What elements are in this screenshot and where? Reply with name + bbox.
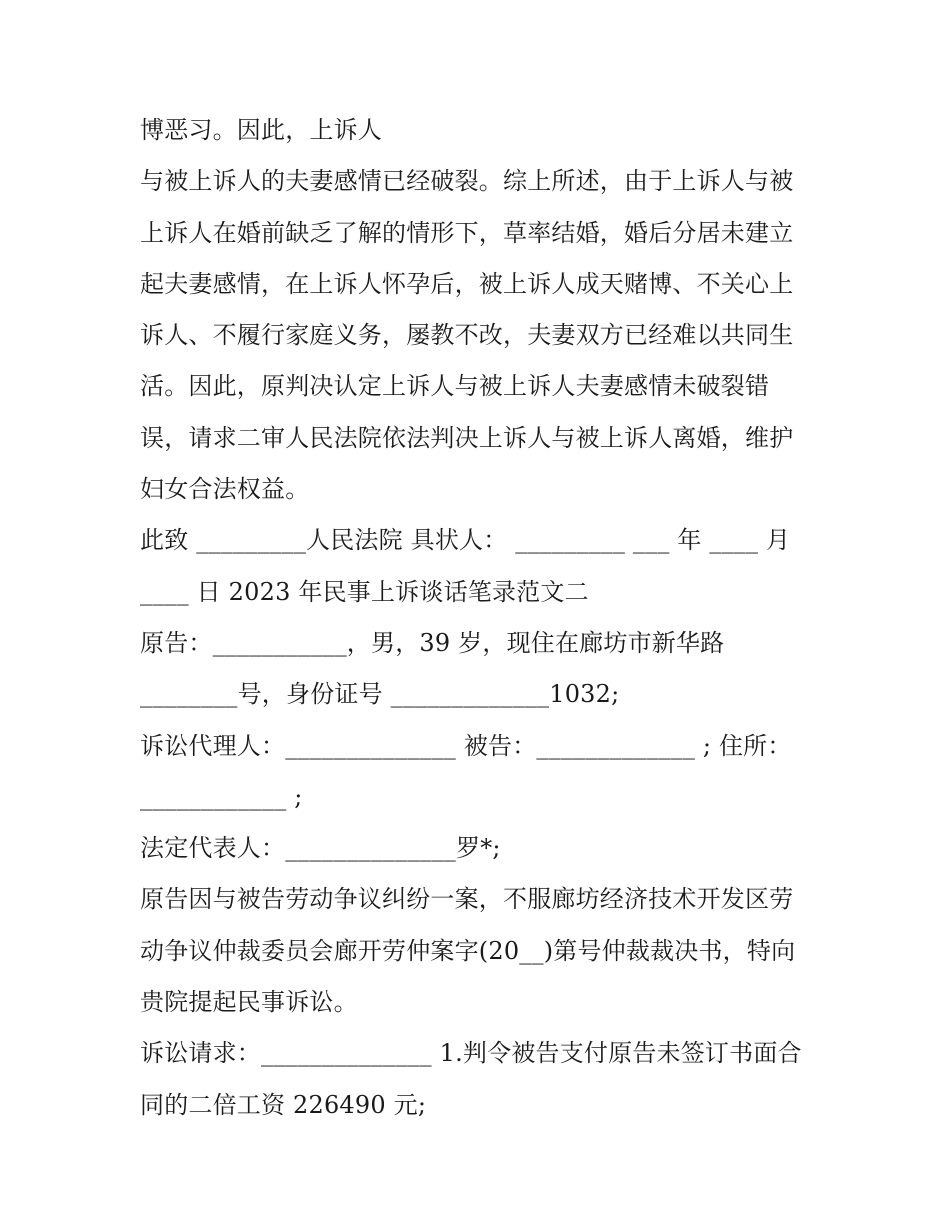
text-line: 此致 _________人民法院 具状人： _________ ___ 年 ____ 月 [140, 526, 791, 555]
text-line: 上诉人在婚前缺乏了解的情形下，草率结婚，婚后分居未建立 [140, 218, 794, 247]
text-line: 原告因与被告劳动争议纠纷一案，不服廊坊经济技术开发区劳 [140, 885, 794, 914]
text-line: 动争议仲裁委员会廊开劳仲案字(20__)第号仲裁裁决书，特向 [140, 936, 796, 965]
text-line: 诉讼请求：______________ 1.判令被告支付原告未签订书面合 [140, 1039, 802, 1068]
text-line: 法定代表人：______________罗*; [140, 834, 501, 863]
text-line: 起夫妻感情，在上诉人怀孕后，被上诉人成天赌博、不关心上 [140, 269, 794, 298]
text-line: 原告：___________，男，39 岁，现住在廊坊市新华路 [140, 628, 725, 657]
text-line: ____ 日 2023 年民事上诉谈话笔录范文二 [140, 577, 589, 606]
text-line: ________号，身份证号 _____________1032; [140, 680, 620, 709]
text-line: 诉讼代理人：______________ 被告：_____________ ; 住所： [140, 731, 792, 760]
text-line: ____________ ; [140, 782, 303, 811]
text-line: 活。因此，原判决认定上诉人与被上诉人夫妻感情未破裂错 [140, 372, 770, 401]
text-line: 贵院提起民事诉讼。 [140, 988, 358, 1017]
text-line: 诉人、不履行家庭义务，屡教不改，夫妻双方已经难以共同生 [140, 321, 794, 350]
text-line: 误，请求二审人民法院依法判决上诉人与被上诉人离婚，维护 [140, 423, 794, 452]
document-body [140, 107, 820, 1133]
text-line: 博恶习。因此，上诉人 [140, 116, 382, 144]
text-line: 与被上诉人的夫妻感情已经破裂。综上所述，由于上诉人与被 [140, 167, 794, 196]
text-line: 同的二倍工资 226490 元; [140, 1090, 427, 1119]
text-line: 妇女合法权益。 [140, 475, 310, 504]
